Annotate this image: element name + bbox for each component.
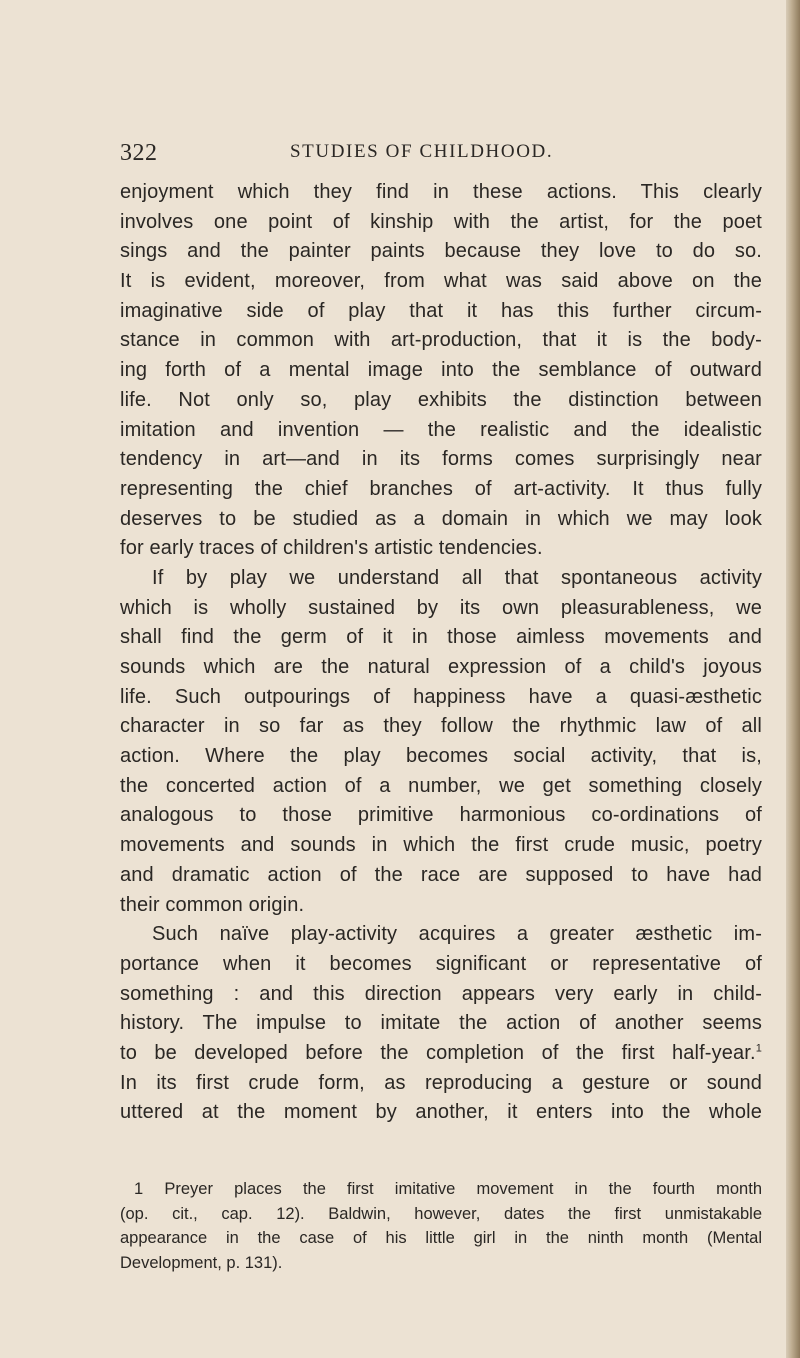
text-line: portance when it becomes significant or representative of <box>120 952 762 975</box>
text-line: tendency in art—and in its forms comes surprisingly near <box>120 448 762 471</box>
text-line: In its first crude form, as reproducing a gesture or sound <box>120 1071 762 1094</box>
page-edge-shadow <box>786 0 800 1358</box>
text-line: action. Where the play becomes social activity, that is, <box>120 745 762 768</box>
text-line: involves one point of kinship with the artist, for the poet <box>120 210 762 233</box>
text-line: sings and the painter paints because they love to do so. <box>120 240 762 263</box>
text-line: something : and this direction appears very early in child- <box>120 982 762 1005</box>
text-line: which is wholly sustained by its own pleasurableness, we <box>120 596 762 619</box>
text-line: character in so far as they follow the rhythmic law of all <box>120 715 762 738</box>
footnote-line: (op. cit., cap. 12). Baldwin, however, dates the first unmistakable <box>120 1204 762 1223</box>
page-header <box>120 140 760 170</box>
footnotes <box>120 1177 762 1275</box>
text-line: shall find the germ of it in those aimless movements and <box>120 626 762 649</box>
running-head: STUDIES OF CHILDHOOD. <box>290 141 554 162</box>
text-line: movements and sounds in which the first crude music, poetry <box>120 834 762 857</box>
text-line-with-footnote-ref <box>120 1039 762 1069</box>
text-line: stance in common with art-production, that it is the body- <box>120 329 762 352</box>
footnote-line: Development, p. 131). <box>120 1253 283 1272</box>
text-line: imitation and invention — the realistic and the idealistic <box>120 418 762 441</box>
text-line: enjoyment which they find in these actions. This clearly <box>120 181 762 203</box>
text-line: deserves to be studied as a domain in which we may look <box>120 507 762 530</box>
text-line: life. Such outpourings of happiness have a quasi-æsthetic <box>120 685 762 708</box>
text-line: uttered at the moment by another, it enters into the whole <box>120 1101 762 1124</box>
text-line-content: to be developed before the completion of the first half-year. <box>120 1041 756 1064</box>
text-line: Such naïve play-activity acquires a greater æsthetic im- <box>152 923 762 946</box>
text-line: their common origin. <box>120 893 305 916</box>
text-line: for early traces of children's artistic tendencies. <box>120 537 543 560</box>
text-line: It is evident, moreover, from what was said above on the <box>120 270 762 293</box>
text-line: and dramatic action of the race are supposed to have had <box>120 863 762 886</box>
footnote-line: appearance in the case of his little girl in the ninth month (Mental <box>120 1229 762 1247</box>
text-line: life. Not only so, play exhibits the distinction between <box>120 388 762 411</box>
text-line: sounds which are the natural expression of a child's joyous <box>120 656 762 678</box>
text-line: imaginative side of play that it has this further circum- <box>120 299 762 322</box>
text-line: representing the chief branches of art-activity. It thus fully <box>120 477 762 500</box>
page-number: 322 <box>120 140 158 166</box>
text-line: ing forth of a mental image into the semblance of outward <box>120 359 762 382</box>
footnote-line: 1 Preyer places the first imitative movement in the fourth month <box>134 1180 762 1198</box>
text-line: the concerted action of a number, we get something closely <box>120 774 762 797</box>
text-line: history. The impulse to imitate the action of another seems <box>120 1012 762 1035</box>
footnote-reference: 1 <box>755 1042 762 1055</box>
text-line: analogous to those primitive harmonious co-ordinations of <box>120 804 762 827</box>
text-line: If by play we understand all that spontaneous activity <box>152 566 762 589</box>
body-text <box>120 178 762 1128</box>
